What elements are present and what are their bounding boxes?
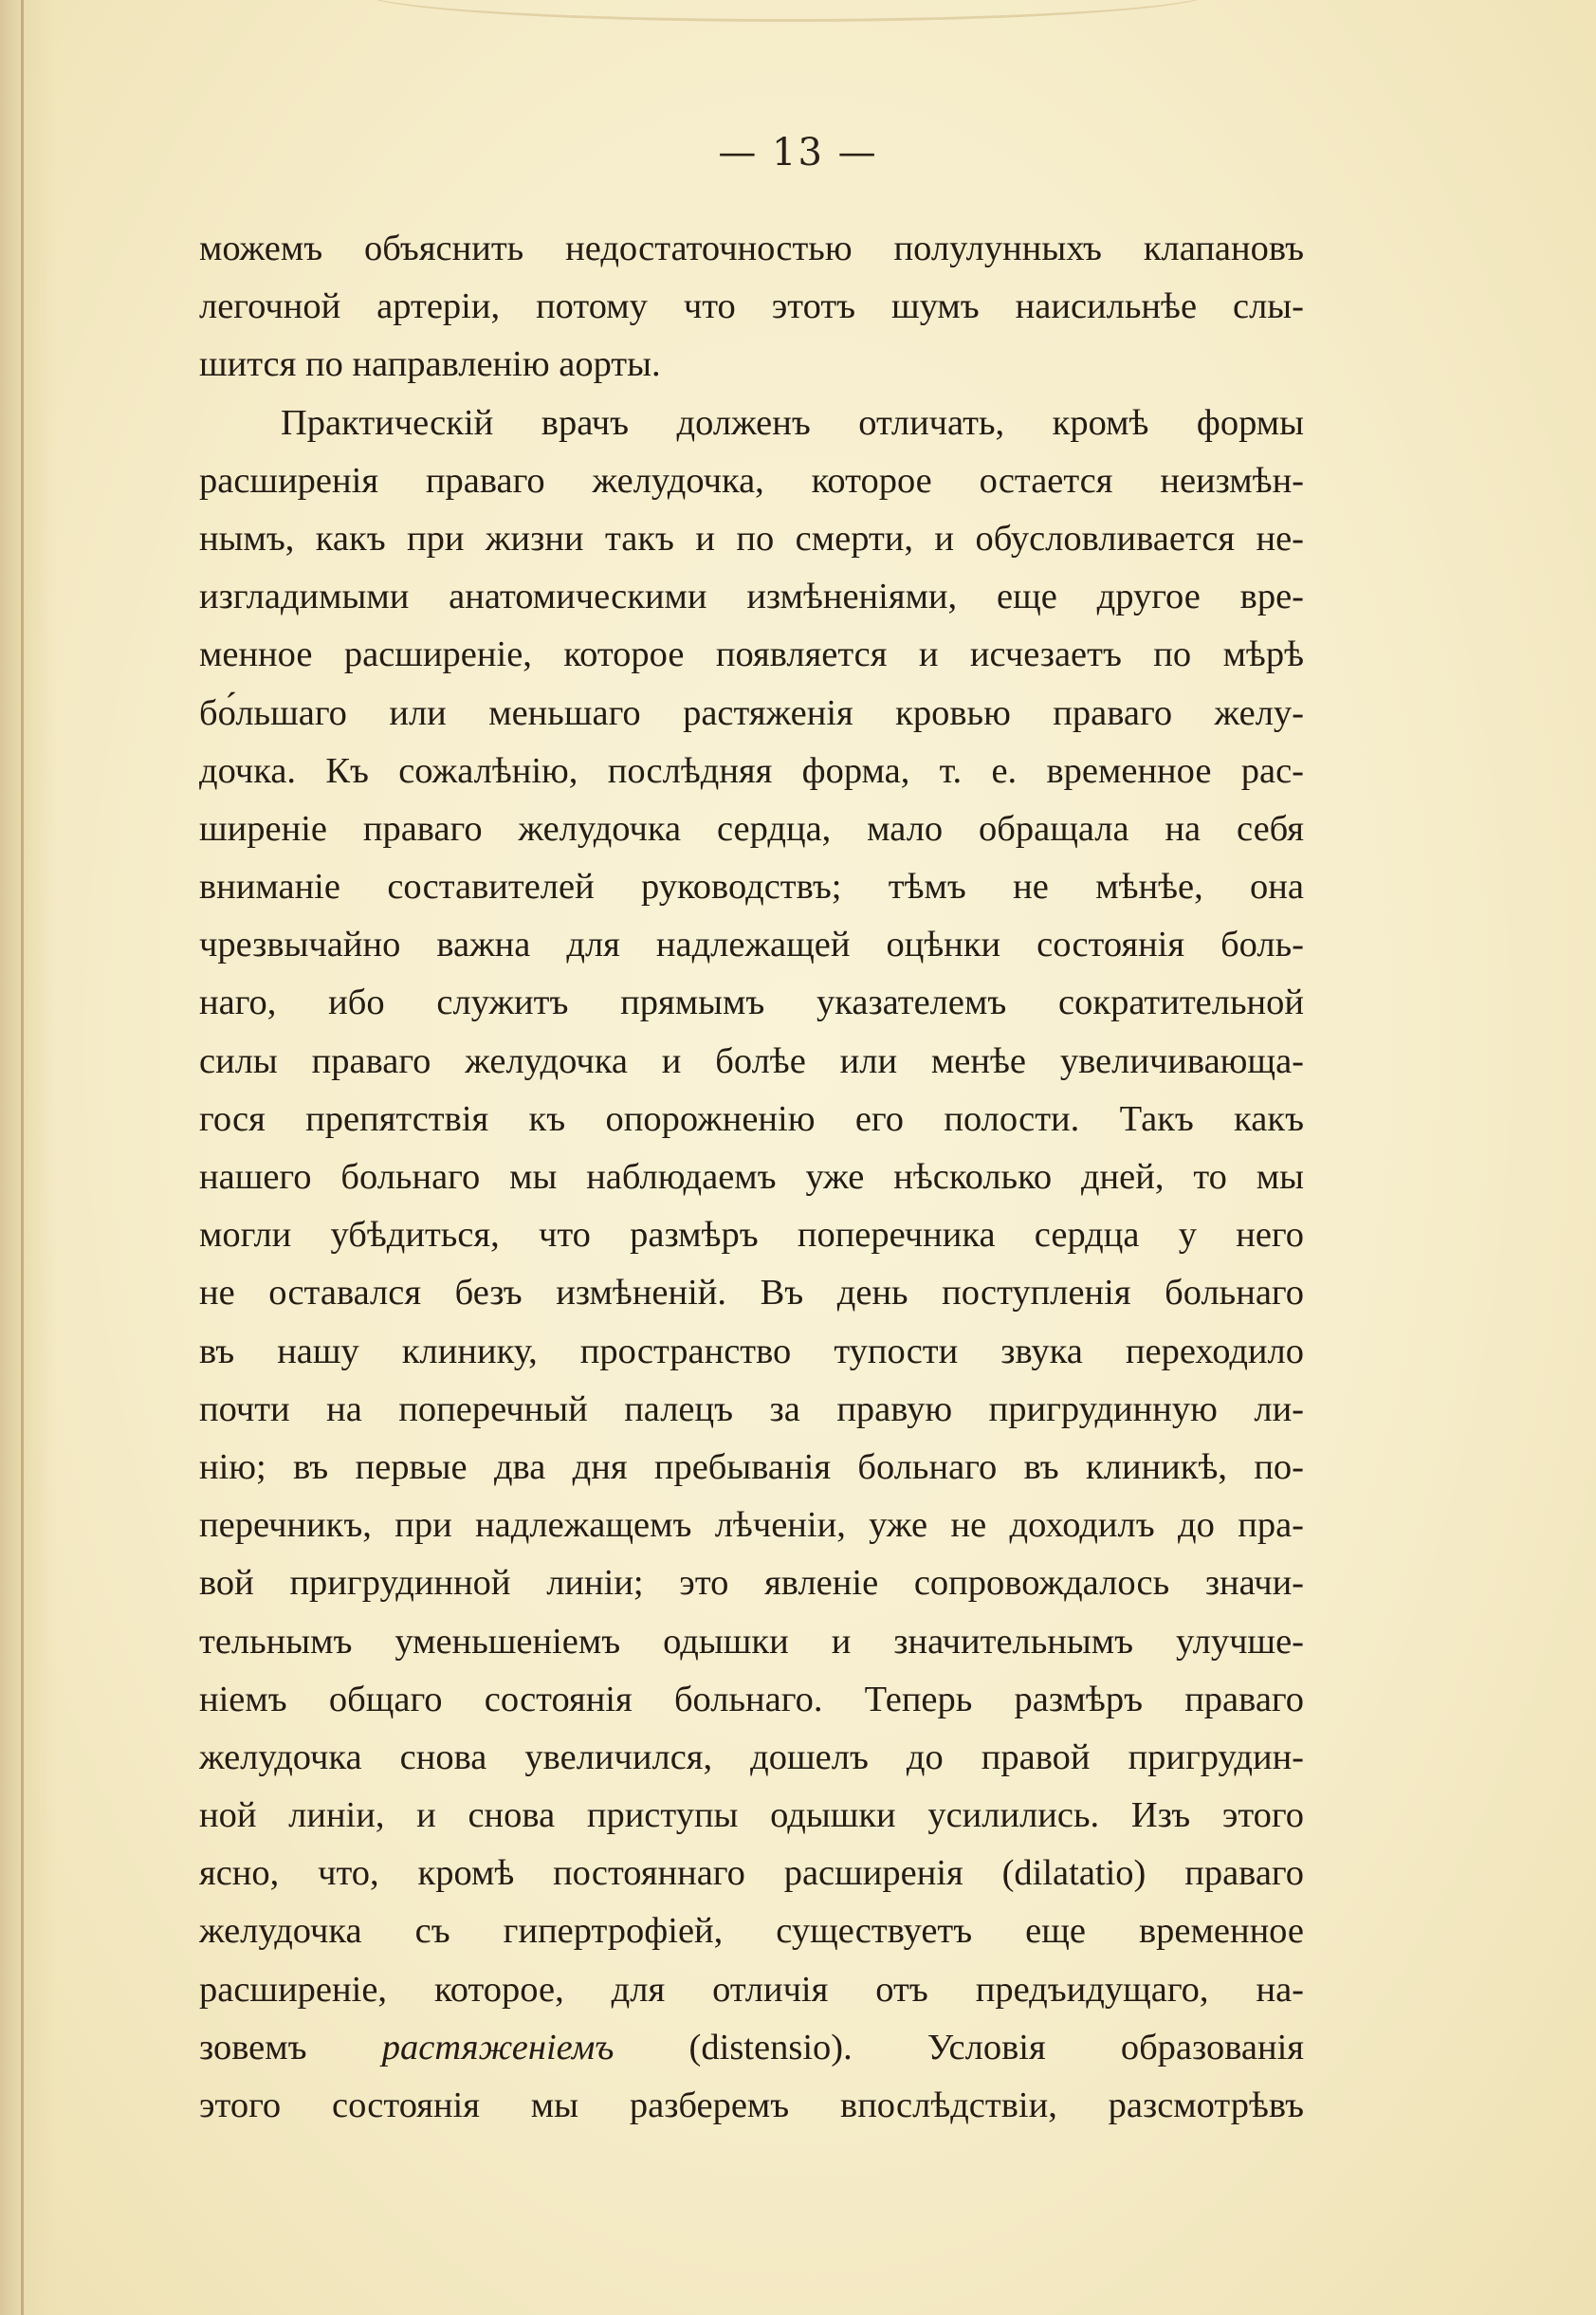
text-line-paragraph-start: Практическій врачъ долженъ отличать, кромѣ формы	[281, 402, 1304, 443]
text-segment: зовемъ	[199, 2027, 382, 2067]
text-line: менное расширеніе, которое появляется и исчезаетъ по мѣрѣ	[199, 634, 1304, 675]
text-line: силы праваго желудочка и болѣе или менѣе увеличивающа-	[199, 1040, 1304, 1081]
text-line: бо́льшаго или меньшаго растяженія кровью праваго желу-	[199, 692, 1304, 733]
text-line: могли убѣдиться, что размѣръ поперечника сердца у него	[199, 1215, 1304, 1256]
text-line: гося препятствія къ опорожненію его полости. Такъ какъ	[199, 1098, 1304, 1139]
text-line: чрезвычайно важна для надлежащей оцѣнки состоянія боль-	[199, 925, 1304, 965]
text-line-with-italic	[199, 2019, 1304, 2077]
text-line: желудочка снова увеличился, дошелъ до правой пригрудин-	[199, 1736, 1304, 1777]
text-line: въ нашу клинику, пространство тупости звука переходило	[199, 1331, 1304, 1371]
text-line: вой пригрудинной линіи; это явленіе сопровождалось значи-	[199, 1563, 1304, 1604]
body-text	[199, 220, 1304, 2135]
binding-crease	[21, 0, 24, 2315]
text-line: изгладимыми анатомическими измѣненіями, еще другое вре-	[199, 577, 1304, 617]
text-line: почти на поперечный палецъ за правую пригрудинную ли-	[199, 1388, 1304, 1429]
page-number: — 13 —	[718, 131, 878, 175]
text-line: ніемъ общаго состоянія больнаго. Теперь размѣръ праваго	[199, 1679, 1304, 1719]
text-line: расширенія праваго желудочка, которое остается неизмѣн-	[199, 460, 1304, 501]
text-line: не оставался безъ измѣненій. Въ день поступленія больнаго	[199, 1273, 1304, 1314]
page-binding-edge	[0, 0, 57, 2315]
text-line: дочка. Къ сожалѣнію, послѣдняя форма, т. е. временное рас-	[199, 750, 1304, 791]
paper-curl-mark	[360, 0, 1214, 22]
text-line: наго, ибо служитъ прямымъ указателемъ сократительной	[199, 983, 1304, 1023]
text-line: ясно, что, кромѣ постояннаго расширенія (dilatatio) праваго	[199, 1853, 1304, 1894]
text-line: желудочка съ гипертрофіей, существуетъ еще временное	[199, 1911, 1304, 1952]
text-line: ной линіи, и снова приступы одышки усилились. Изъ этого	[199, 1795, 1304, 1836]
text-line: легочной артеріи, потому что этотъ шумъ наисильнѣе слы-	[199, 286, 1304, 327]
text-line: можемъ объяснить недостаточностью полулунныхъ клапановъ	[199, 229, 1304, 268]
text-line: тельнымъ уменьшеніемъ одышки и значительнымъ улучше-	[199, 1621, 1304, 1662]
text-line: нымъ, какъ при жизни такъ и по смерти, и обусловливается не-	[199, 518, 1304, 559]
text-line: нію; въ первые два дня пребыванія больнаго въ клиникѣ, по-	[199, 1446, 1304, 1487]
text-line: вниманіе составителей руководствъ; тѣмъ не мѣнѣе, она	[199, 867, 1304, 908]
text-line: этого состоянія мы разберемъ впослѣдствіи, разсмотрѣвъ	[199, 2085, 1304, 2125]
text-line: шится по направленію аорты.	[199, 344, 661, 385]
italic-term: растяженіемъ	[381, 2027, 615, 2067]
text-line: расширеніе, которое, для отличія отъ предъидущаго, на-	[199, 1969, 1304, 2010]
text-line: нашего больнаго мы наблюдаемъ уже нѣсколько дней, то мы	[199, 1157, 1304, 1197]
text-segment: (distensio). Условія образованія	[614, 2027, 1304, 2067]
text-line: ширеніе праваго желудочка сердца, мало обращала на себя	[199, 808, 1304, 849]
text-line: перечникъ, при надлежащемъ лѣченіи, уже не доходилъ до пра-	[199, 1505, 1304, 1546]
